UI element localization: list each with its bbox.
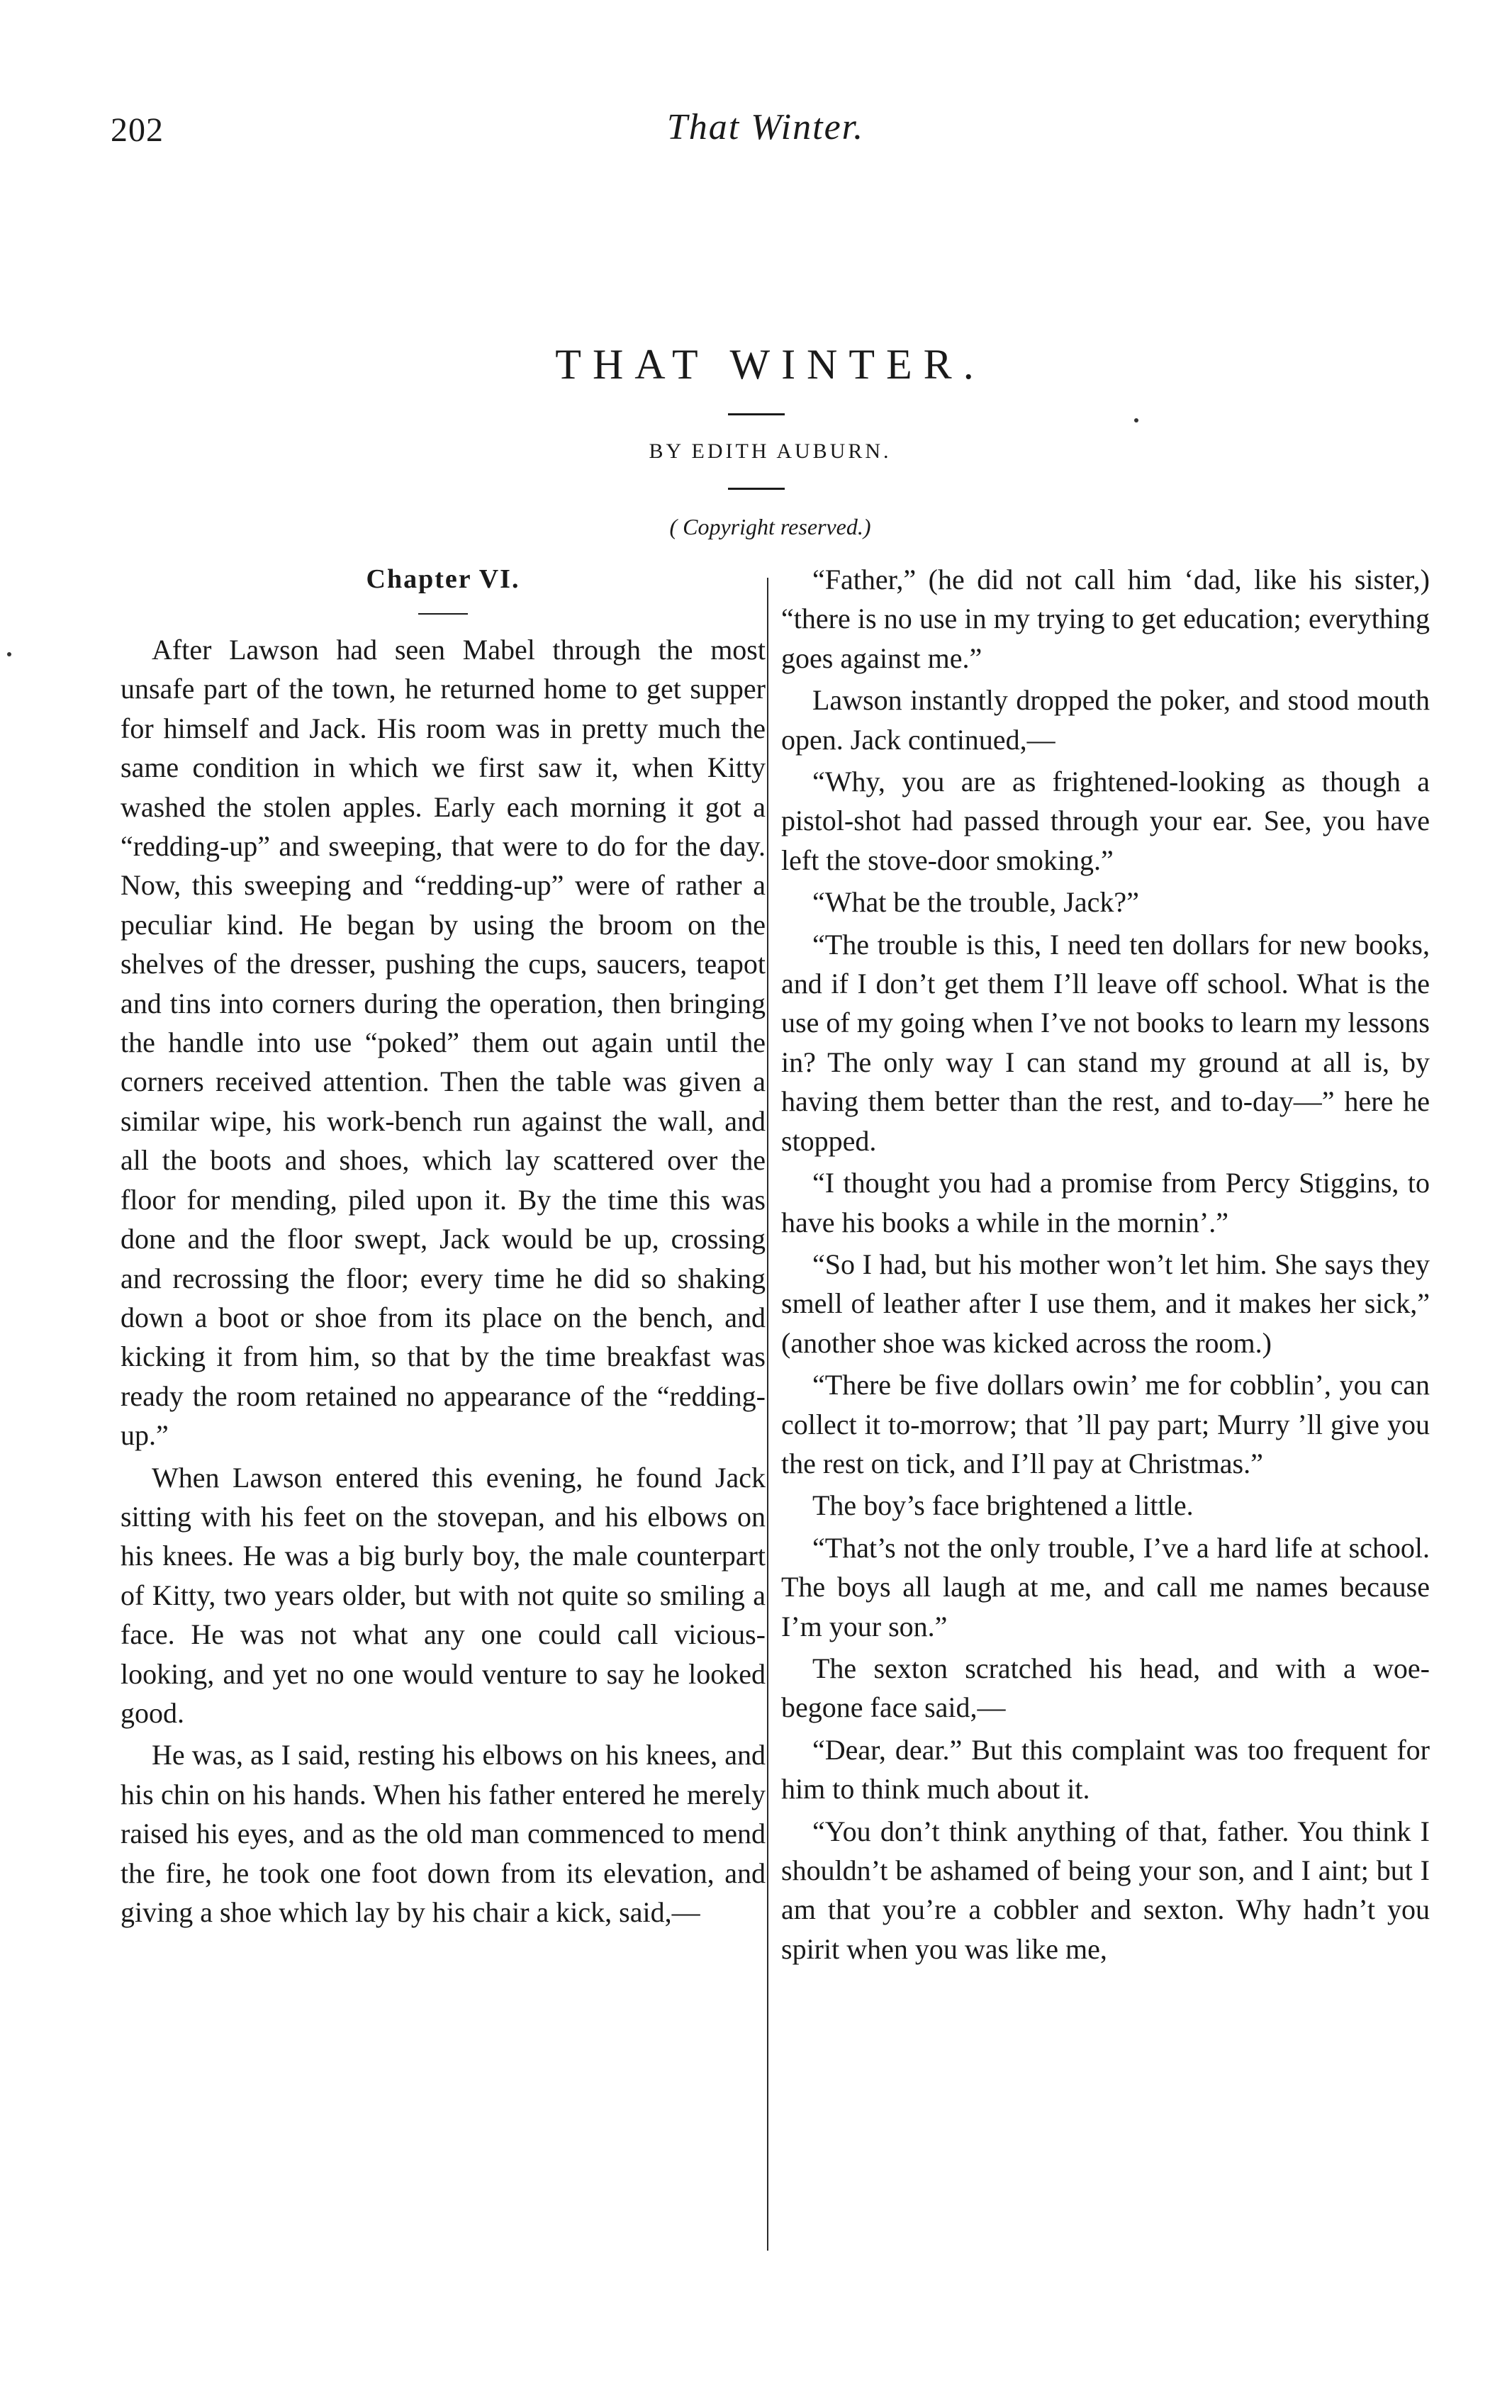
article-title: THAT WINTER. <box>555 341 985 388</box>
chapter-rule <box>418 613 468 615</box>
paragraph: The sexton scratched his head, and with a woe-begone face said,— <box>781 1652 1430 1724</box>
column-divider <box>767 578 768 2251</box>
byline: BY EDITH AUBURN. <box>649 439 892 463</box>
right-column <box>781 560 1430 1969</box>
paragraph: Lawson instantly dropped the poker, and stood mouth open. Jack continued,— <box>781 684 1430 756</box>
paragraph: “I thought you had a promise from Percy Stiggins, to have his books a while in the mornin’.” <box>781 1167 1430 1238</box>
byline-rule <box>728 488 785 490</box>
running-title: That Winter. <box>666 107 865 147</box>
copyright-note: ( Copyright reserved.) <box>669 514 871 539</box>
title-block <box>0 340 1512 540</box>
print-speck <box>7 652 11 656</box>
paragraph: “So I had, but his mother won’t let him. She says they smell of leather after I use them, and it makes her sick,” (another shoe was kicked across the room.) <box>781 1248 1430 1359</box>
chapter-heading: Chapter VI. <box>366 564 520 594</box>
print-speck <box>1134 418 1138 422</box>
running-head <box>99 106 1432 156</box>
paragraph: “You don’t think anything of that, father. You think I shouldn’t be ashamed of being your son, and I aint; but I am that you’re a cobbler and sexton. Why hadn’t you spirit when you was like me, <box>781 1815 1430 1965</box>
paragraph: After Lawson had seen Mabel through the most unsafe part of the town, he returned home to get supper for himself and Jack. His room was in pretty much the same condition in which we first saw it, when Kitty washed the stolen apples. Early each morning it got a “redding-up” and sweeping, that were to do for the day. Now, this sweeping and “redding-up” were of rather a peculiar kind. He began by using the broom on the shelves of the dresser, pushing the cups, saucers, teapot and tins into corners during the operation, then bringing the handle into use “poked” them out again until the corners received attention. Then the table was given a similar wipe, his work-bench run against the wall, and all the boots and shoes, which lay scattered over the floor for mending, piled upon it. By the time this was done and the floor swept, Jack would be up, crossing and recrossing the floor; every time he did so shaking down a boot or shoe from its place on the bench, and kicking it from him, so that by the time breakfast was ready the room retained no appearance of the “redding-up.” <box>121 634 766 1452</box>
paragraph: “Why, you are as frightened-looking as though a pistol-shot had passed through your ear. See, you have left the stove-door smoking.” <box>781 766 1430 876</box>
paragraph: “That’s not the only trouble, I’ve a hard life at school. The boys all laugh at me, and call me names because I’m your son.” <box>781 1531 1430 1642</box>
left-column <box>121 560 766 1932</box>
paragraph: “There be five dollars owin’ me for cobblin’, you can collect it to-morrow; that ’ll pay part; Murry ’ll give you the rest on tick, and I’ll pay at Christmas.” <box>781 1369 1430 1479</box>
paragraph: “What be the trouble, Jack?” <box>812 886 1139 919</box>
paragraph: “Father,” (he did not call him ‘dad, like his sister,) “there is no use in my trying to get education; everything goes against me.” <box>781 564 1430 674</box>
page-number: 202 <box>111 111 164 149</box>
title-rule <box>728 413 785 415</box>
paragraph: When Lawson entered this evening, he found Jack sitting with his feet on the stovepan, and his elbows on his knees. He was a big burly boy, the male counterpart of Kitty, two years older, but with not quite so smiling a face. He was not what any one could call vicious-looking, and yet no one would venture to say he looked good. <box>121 1461 766 1729</box>
paragraph: “The trouble is this, I need ten dollars for new books, and if I don’t get them I’ll leave off school. What is the use of my going when I’ve not books to learn my lessons in? The only way I can stand my ground at all is, by having them better than the rest, and to-day—” here he stopped. <box>781 928 1430 1157</box>
paragraph: He was, as I said, resting his elbows on his knees, and his chin on his hands. When his father entered he merely raised his eyes, and as the old man commenced to mend the fire, he took one foot down from its elevation, and giving a shoe which lay by his chair a kick, said,— <box>121 1739 766 1928</box>
paragraph: “Dear, dear.” But this complaint was too frequent for him to think much about it. <box>781 1733 1430 1805</box>
paragraph: The boy’s face brightened a little. <box>812 1489 1194 1522</box>
